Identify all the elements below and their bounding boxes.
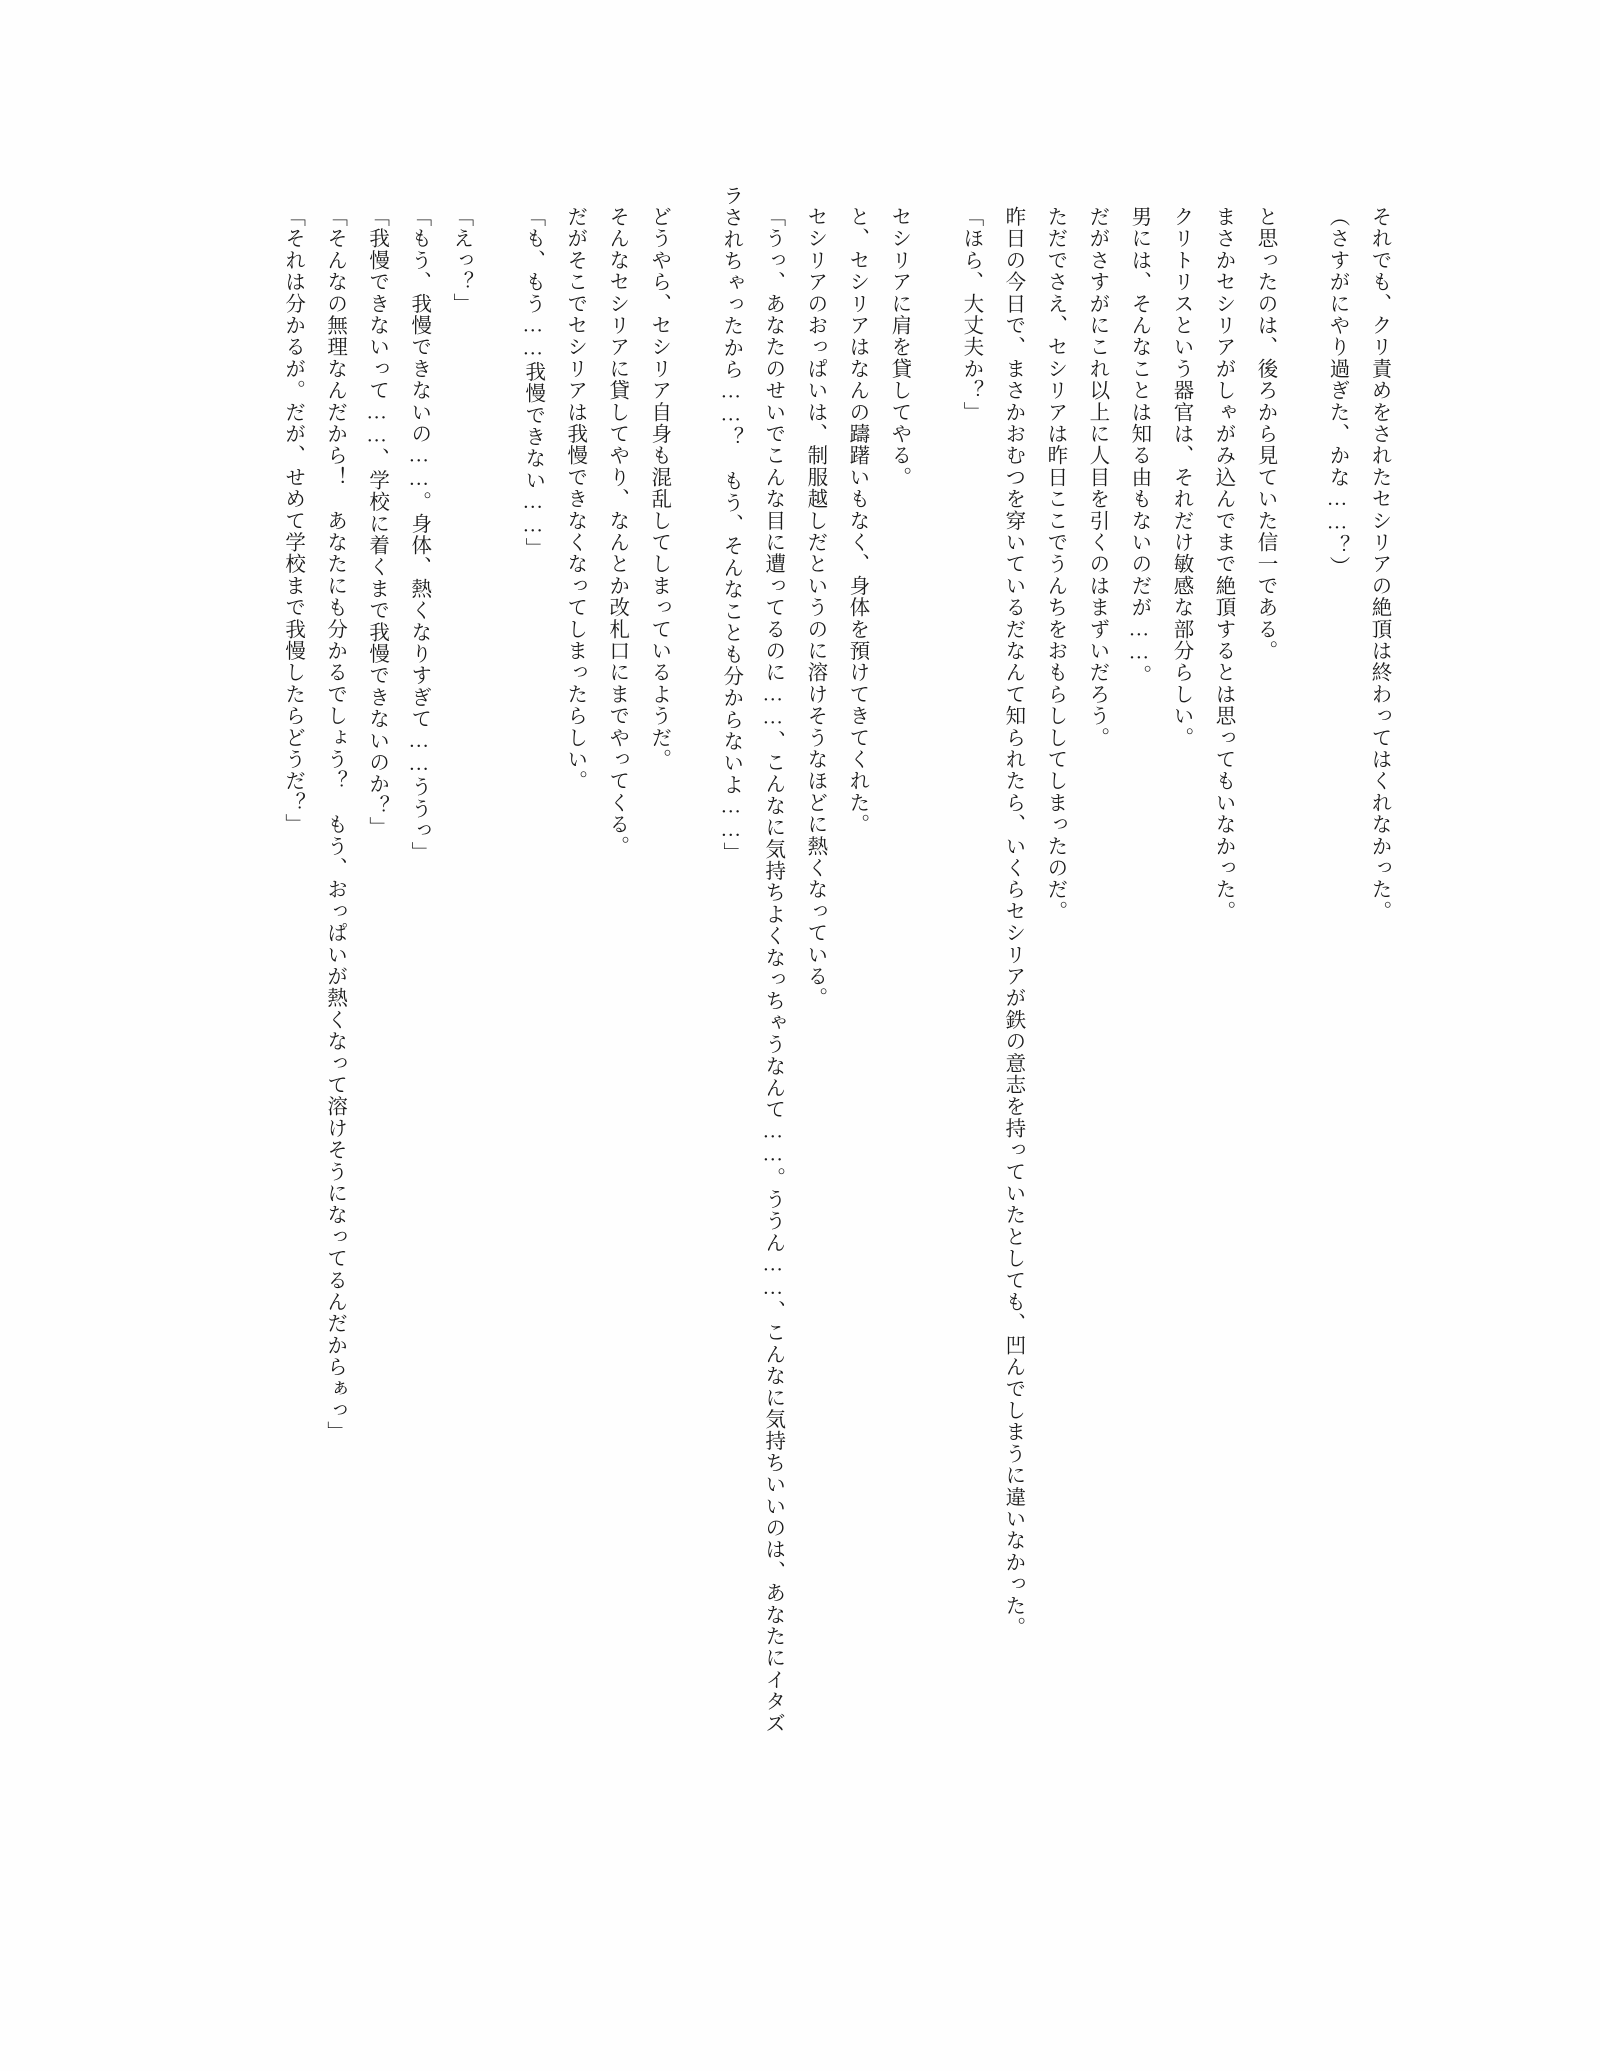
paragraph: 昨日の今日で、まさかおむつを穿いているだなんて知られたら、いくらセシリアが鉄の意志を持っていたとしても、凹んでしまうに違いなかった。 <box>1001 205 1024 1638</box>
paragraph: クリトリスという器官は、それだけ敏感な部分らしい。 <box>1169 205 1192 748</box>
paragraph: だがそこでセシリアは我慢できなくなってしまったらしい。 <box>563 205 586 792</box>
paragraph: 「ほら、大丈夫か？」 <box>959 205 982 423</box>
paragraph: ただでさえ、セシリアは昨日ここでうんちをおもらししてしまったのだ。 <box>1043 205 1066 922</box>
paragraph: 「それは分かるが。だが、せめて学校まで我慢したらどうだ？」 <box>281 205 304 835</box>
paragraph: と思ったのは、後ろから見ていた信一である。 <box>1253 205 1276 662</box>
paragraph: 「そんなの無理なんだから！ あなたにも分かるでしょう？ もう、おっぱいが熱くなって溶けそうになってるんだからぁっ」 <box>323 205 346 1443</box>
vertical-text-body <box>240 185 1400 1745</box>
paragraph: 「うっ、あなたのせいでこんな目に遭ってるのに……、こんなに気持ちよくなっちゃうなんて……。ううん……、こんなに気持ちいいのは、あなたにイタズラされちゃったから……？ もう、そんなことも分からないよ……」 <box>719 185 784 1734</box>
paragraph: 「我慢できないって……、学校に着くまで我慢できないのか？」 <box>365 205 388 838</box>
paragraph: そんなセシリアに貸してやり、なんとか改札口にまでやってくる。 <box>605 205 628 857</box>
paragraph: だがさすがにこれ以上に人目を引くのはまずいだろう。 <box>1085 205 1108 748</box>
paragraph: セシリアに肩を貸してやる。 <box>887 205 910 488</box>
paragraph: と、セシリアはなんの躊躇いもなく、身体を預けてきてくれた。 <box>845 205 868 835</box>
paragraph: まさかセシリアがしゃがみ込んでまで絶頂するとは思ってもいなかった。 <box>1211 205 1234 922</box>
paragraph: 「えっ？」 <box>449 205 472 314</box>
paragraph: （さすがにやり過ぎた、かな……？） <box>1325 205 1348 578</box>
paragraph: 「も、もう……我慢できない……」 <box>521 205 544 559</box>
paragraph: それでも、クリ責めをされたセシリアの絶頂は終わってはくれなかった。 <box>1368 205 1390 922</box>
paragraph: 男には、そんなことは知る由もないのだが……。 <box>1127 205 1150 686</box>
paragraph: どうやら、セシリア自身も混乱してしまっているようだ。 <box>647 205 670 770</box>
paragraph: 「もう、我慢できないの……。身体、熱くなりすぎて……ううっ」 <box>407 205 430 863</box>
paragraph: セシリアのおっぱいは、制服越しだというのに溶けそうなほどに熱くなっている。 <box>803 205 826 1009</box>
